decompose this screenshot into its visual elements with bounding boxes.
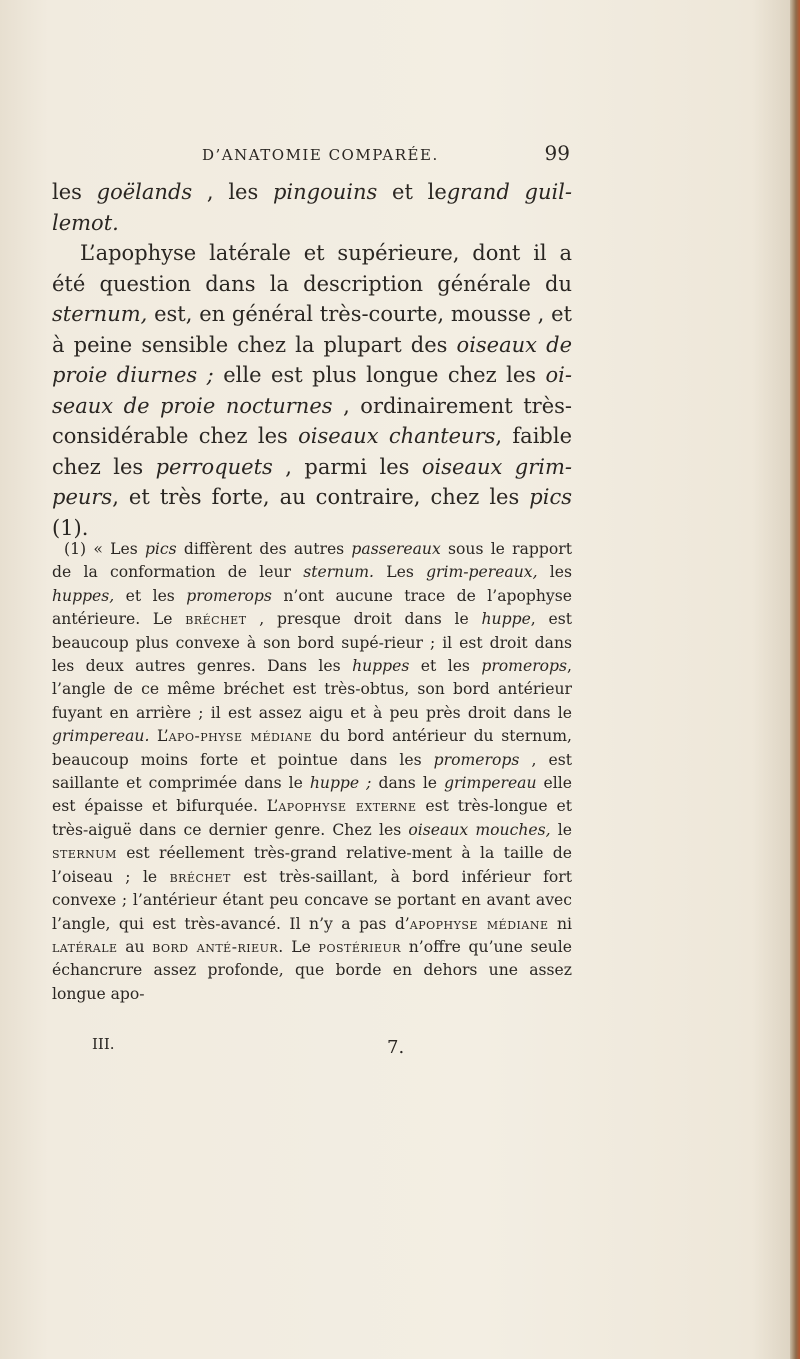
signature-mark: III.: [92, 1035, 115, 1053]
paragraph-2: L’apophyse latérale et supérieure, dont il a été question dans la description générale du sternum, est, en général très-courte, mousse , et à peine sensible chez la plupart des oiseaux de proie diurnes ; elle est plus longue chez les oi-seaux de proie nocturnes , ordinairement très-considérable chez les oiseaux chanteurs, faible chez les perroquets , parmi les oiseaux grim-peurs, et très forte, au contraire, chez les pics (1).: [52, 241, 572, 540]
paragraph-1: les goëlands , les pingouins et legrand guil-lemot.: [52, 180, 572, 235]
sheet-number: 7.: [387, 1037, 405, 1058]
running-title: D’ANATOMIE COMPARÉE.: [202, 146, 439, 164]
book-edge: [790, 0, 800, 1359]
page-number: 99: [544, 141, 570, 165]
main-text: [52, 177, 572, 543]
footnote: [52, 538, 572, 1006]
footnote-text: (1) « Les pics diffèrent des autres passereaux sous le rapport de la conformation de leur sternum. Les grim-pereaux, les huppes, et les promerops n’ont aucune trace de l’apophyse antérieure. Le bréchet , presque droit dans le huppe, est beaucoup plus convexe à son bord supé-rieur ; il est droit dans les deux autres genres. Dans les huppes et les promerops, l’angle de ce même bréchet est très-obtus, son bord antérieur fuyant en arrière ; il est assez aigu et à peu près droit dans le grimpereau. L’apo-physe médiane du bord antérieur du sternum, beaucoup moins forte et pointue dans les promerops , est saillante et comprimée dans le huppe ; dans le grimpereau elle est épaisse et bifurquée. L’apophyse externe est très-longue et très-aiguë dans ce dernier genre. Chez les oiseaux mouches, le sternum est réellement très-grand relative-ment à la taille de l’oiseau ; le bréchet est très-saillant, à bord inférieur fort convexe ; l’antérieur étant peu concave se portant en avant avec l’angle, qui est très-avancé. Il n’y a pas d’apophyse médiane ni latérale au bord anté-rieur. Le postérieur n’offre qu’une seule échancrure assez profonde, que borde en dehors une assez longue apo-: [52, 540, 573, 1003]
page-header: [202, 141, 570, 165]
